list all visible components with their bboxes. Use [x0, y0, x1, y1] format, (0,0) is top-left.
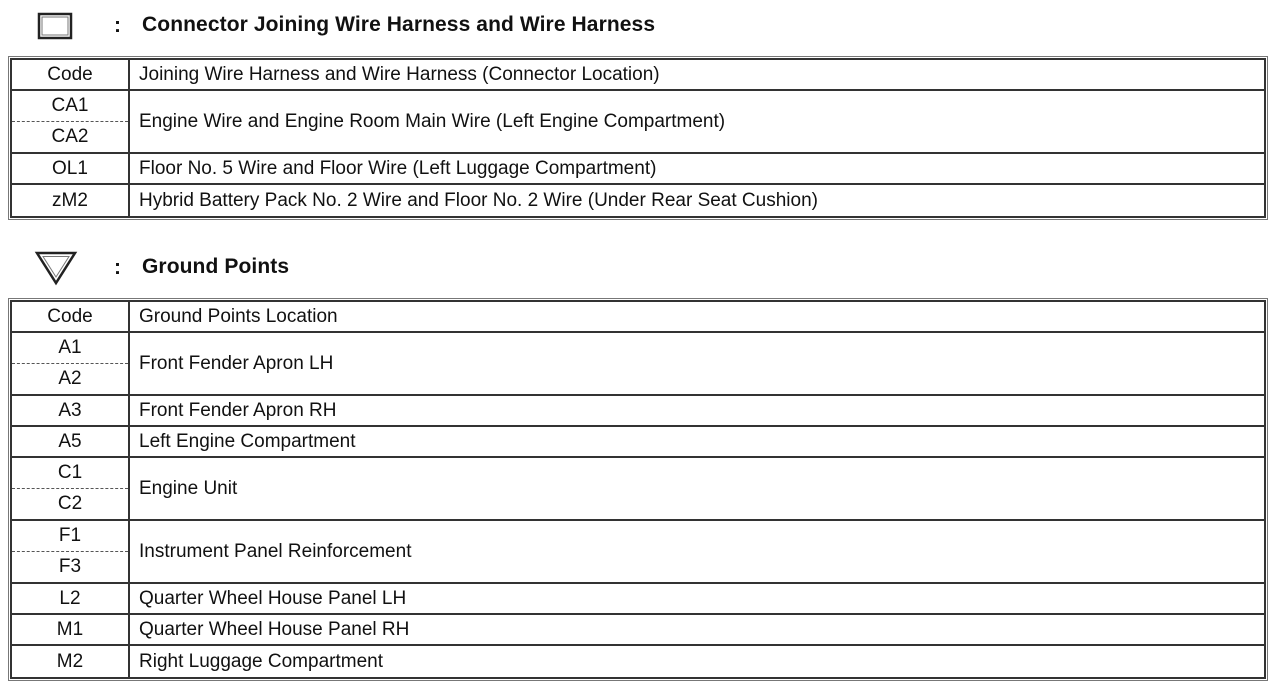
table-header-row — [12, 60, 1264, 91]
table-row — [12, 615, 1264, 646]
down-triangle-outline-icon — [34, 250, 78, 291]
code-column-cell — [12, 646, 130, 677]
table-row — [12, 458, 1264, 521]
code-cell: F1 — [58, 525, 82, 546]
description-cell: Front Fender Apron RH — [139, 399, 337, 421]
code-cell: A2 — [12, 363, 128, 394]
ground-section-header — [0, 250, 1280, 284]
description-cell: Floor No. 5 Wire and Floor Wire (Left Luggage Compartment) — [139, 157, 657, 179]
code-cell: CA1 — [51, 95, 89, 116]
table-row — [12, 427, 1264, 458]
legend-colon: : — [114, 256, 121, 279]
table-row — [12, 646, 1264, 677]
legend-colon: : — [114, 14, 121, 37]
code-cell: L2 — [59, 587, 81, 609]
table-row — [12, 154, 1264, 185]
description-cell: Instrument Panel Reinforcement — [139, 540, 412, 562]
table-row — [12, 396, 1264, 427]
code-cell: A3 — [58, 399, 82, 421]
code-column-cell — [12, 615, 130, 644]
code-column-cell — [12, 60, 130, 89]
description-cell: Engine Unit — [139, 477, 238, 499]
code-cell: OL1 — [52, 157, 88, 179]
code-cell: M2 — [56, 650, 84, 672]
column-header-code: Code — [47, 305, 93, 327]
code-cell: A1 — [58, 337, 82, 358]
code-cell: C2 — [12, 488, 128, 519]
description-cell: Quarter Wheel House Panel LH — [139, 587, 407, 609]
code-column-cell — [12, 584, 130, 613]
description-cell: Quarter Wheel House Panel RH — [139, 618, 410, 640]
description-cell: Left Engine Compartment — [139, 430, 356, 452]
code-cell: CA2 — [12, 121, 128, 152]
code-column-cell — [12, 185, 130, 216]
section-title-ground: Ground Points — [142, 255, 290, 278]
code-cell: A5 — [58, 430, 82, 452]
section-title-connector: Connector Joining Wire Harness and Wire Harness — [142, 13, 656, 36]
code-cell: M1 — [56, 618, 84, 640]
description-cell: Front Fender Apron LH — [139, 352, 334, 374]
code-column-cell — [12, 154, 130, 183]
table-row — [12, 91, 1264, 154]
description-cell: Engine Wire and Engine Room Main Wire (Left Engine Compartment) — [139, 110, 726, 132]
code-cell: C1 — [57, 462, 83, 483]
table-row — [12, 521, 1264, 584]
column-header-code: Code — [47, 63, 93, 85]
table-row — [12, 185, 1264, 216]
connector-section-header — [0, 8, 1280, 42]
code-column-cell — [12, 458, 130, 519]
code-column-cell — [12, 333, 130, 394]
code-column-cell — [12, 427, 130, 456]
code-column-cell — [12, 91, 130, 152]
code-column-cell — [12, 521, 130, 582]
table-header-row — [12, 302, 1264, 333]
table-row — [12, 584, 1264, 615]
code-column-cell — [12, 302, 130, 331]
column-header-location: Joining Wire Harness and Wire Harness (Connector Location) — [139, 63, 660, 85]
code-cell: F3 — [12, 551, 128, 582]
column-header-location: Ground Points Location — [139, 305, 338, 327]
connector-table — [10, 58, 1266, 218]
description-cell: Right Luggage Compartment — [139, 650, 383, 672]
description-cell: Hybrid Battery Pack No. 2 Wire and Floor No. 2 Wire (Under Rear Seat Cushion) — [139, 189, 818, 211]
code-column-cell — [12, 396, 130, 425]
ground-points-table — [10, 300, 1266, 679]
square-outline-icon — [37, 12, 73, 45]
table-row — [12, 333, 1264, 396]
code-cell: zM2 — [52, 189, 88, 211]
